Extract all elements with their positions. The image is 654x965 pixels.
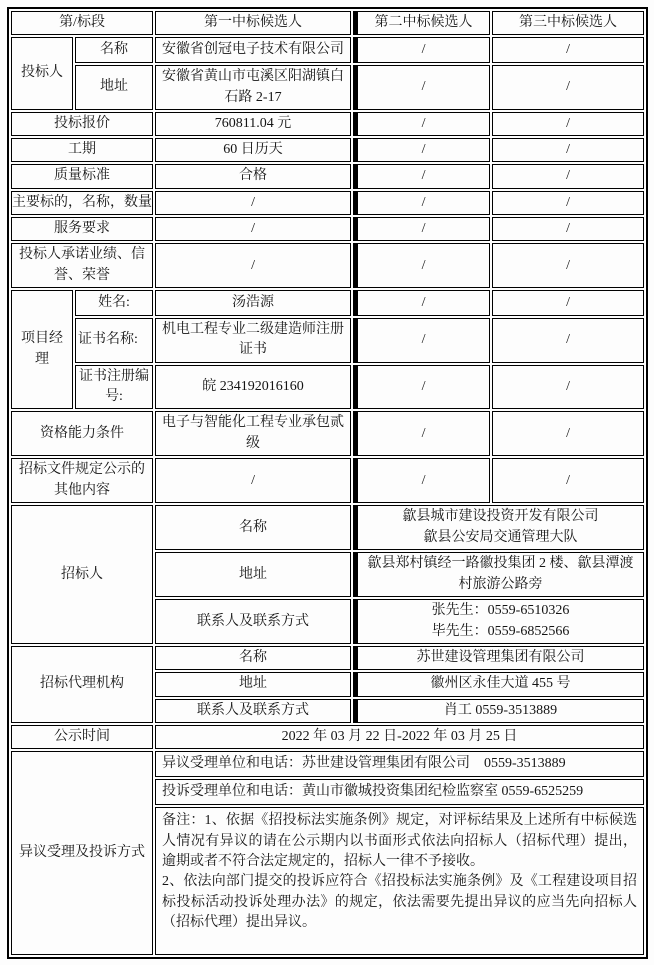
- bidder-addr-value: 安徽省黄山市屯溪区阳湖镇白石路 2-17: [155, 65, 351, 110]
- agency-name-value: 苏世建设管理集团有限公司: [353, 646, 644, 670]
- slash-value: /: [492, 37, 644, 63]
- slash-value: /: [492, 112, 644, 136]
- manager-certno-label: 证书注册编号:: [75, 365, 153, 410]
- tenderee-contact-value: [353, 599, 644, 644]
- header-section-label: 第/标段: [11, 11, 153, 35]
- tenderee-name-line1: 歙县城市建设投资开发有限公司: [402, 509, 599, 525]
- table-row: [11, 65, 644, 110]
- bidder-name-value: 安徽省创冠电子技术有限公司: [155, 37, 351, 63]
- slash-value: /: [155, 191, 351, 215]
- service-label: 服务要求: [11, 217, 153, 241]
- slash-value: /: [492, 318, 644, 363]
- slash-value: /: [353, 164, 490, 188]
- duration-value: 60 日历天: [155, 138, 351, 162]
- tenderee-contact-label: 联系人及联系方式: [155, 599, 351, 644]
- quality-label: 质量标准: [11, 164, 153, 188]
- tenderee-name-value: [353, 505, 644, 550]
- bid-publicity-table: [7, 7, 648, 959]
- table-row: [11, 11, 644, 35]
- subject-label: 主要标的，名称，数量: [11, 191, 153, 215]
- bidder-name-label: 名称: [75, 37, 153, 63]
- manager-name-label: 姓名:: [75, 290, 153, 316]
- slash-value: /: [492, 458, 644, 503]
- slash-value: /: [353, 112, 490, 136]
- objection-remark: [155, 807, 644, 955]
- table-row: [11, 217, 644, 241]
- slash-value: /: [353, 365, 490, 410]
- tenderee-addr-value: 歙县郑村镇经一路徽投集团 2 楼、歙县潭渡村旅游公路旁: [353, 552, 644, 597]
- duration-label: 工期: [11, 138, 153, 162]
- slash-value: /: [492, 138, 644, 162]
- qualification-label: 资格能力条件: [11, 411, 153, 456]
- slash-value: /: [492, 243, 644, 288]
- slash-value: /: [353, 217, 490, 241]
- bidder-addr-label: 地址: [75, 65, 153, 110]
- bidder-label: 投标人: [11, 37, 73, 110]
- objection-remark-item1: 备注：1、依据《招投标法实施条例》规定，对评标结果及上述所有中标候选人情况有异议的请在公示期内以书面形式依法向招标人（招标代理）提出，逾期或者不符合法定规定的，招标人一律不予接收。: [162, 813, 638, 869]
- manager-certno-value: 皖 234192016160: [155, 365, 351, 410]
- agency-contact-label: 联系人及联系方式: [155, 699, 351, 723]
- agency-name-label: 名称: [155, 646, 351, 670]
- slash-value: /: [353, 138, 490, 162]
- agency-label: 招标代理机构: [11, 646, 153, 723]
- slash-value: /: [353, 458, 490, 503]
- objection-line2: 投诉受理单位和电话：黄山市徽城投资集团纪检监察室 0559-6525259: [155, 779, 644, 805]
- table-row: [11, 37, 644, 63]
- slash-value: /: [353, 290, 490, 316]
- objection-label: 异议受理及投诉方式: [11, 751, 153, 955]
- agency-contact-value: 肖工 0559-3513889: [353, 699, 644, 723]
- slash-value: /: [492, 411, 644, 456]
- header-candidate2: 第二中标候选人: [353, 11, 490, 35]
- publicity-label: 公示时间: [11, 725, 153, 749]
- table-row: [11, 191, 644, 215]
- manager-cert-value: 机电工程专业二级建造师注册证书: [155, 318, 351, 363]
- slash-value: /: [492, 365, 644, 410]
- price-label: 投标报价: [11, 112, 153, 136]
- price-value: 760811.04 元: [155, 112, 351, 136]
- slash-value: /: [492, 217, 644, 241]
- table-row: [11, 112, 644, 136]
- manager-label: 项目经理: [11, 290, 73, 409]
- quality-value: 合格: [155, 164, 351, 188]
- slash-value: /: [492, 191, 644, 215]
- promise-label: 投标人承诺业绩、信誉、荣誉: [11, 243, 153, 288]
- manager-name-value: 汤浩源: [155, 290, 351, 316]
- slash-value: /: [353, 37, 490, 63]
- table-row: [11, 505, 644, 550]
- objection-line1: 异议受理单位和电话：苏世建设管理集团有限公司 0559-3513889: [155, 751, 644, 777]
- table-row: [11, 318, 644, 363]
- slash-value: /: [492, 164, 644, 188]
- table-row: [11, 458, 644, 503]
- manager-cert-label: 证书名称:: [75, 318, 153, 363]
- header-candidate3: 第三中标候选人: [492, 11, 644, 35]
- header-candidate1: 第一中标候选人: [155, 11, 351, 35]
- tenderee-name-line2: 歙县公安局交通管理大队: [423, 529, 578, 545]
- table-row: [11, 138, 644, 162]
- tenderee-contact-line1: 张先生：0559-6510326: [431, 603, 570, 619]
- slash-value: /: [353, 191, 490, 215]
- table-row: [11, 243, 644, 288]
- slash-value: /: [353, 243, 490, 288]
- slash-value: /: [155, 458, 351, 503]
- qualification-value: 电子与智能化工程专业承包贰级: [155, 411, 351, 456]
- agency-addr-value: 徽州区永佳大道 455 号: [353, 672, 644, 696]
- table-row: [11, 751, 644, 777]
- objection-remark-item2: 2、依法向部门提交的投诉应符合《招投标法实施条例》及《工程建设项目招标投标活动投诉处理办法》的规定，依法需要先提出异议的应当先向招标人（招标代理）提出异议。: [162, 874, 638, 930]
- tenderee-addr-label: 地址: [155, 552, 351, 597]
- other-content-label: 招标文件规定公示的其他内容: [11, 458, 153, 503]
- slash-value: /: [492, 65, 644, 110]
- slash-value: /: [353, 411, 490, 456]
- agency-addr-label: 地址: [155, 672, 351, 696]
- publicity-value: 2022 年 03 月 22 日-2022 年 03 月 25 日: [155, 725, 644, 749]
- slash-value: /: [155, 243, 351, 288]
- table-row: [11, 290, 644, 316]
- table-row: [11, 365, 644, 410]
- table-row: [11, 725, 644, 749]
- slash-value: /: [353, 65, 490, 110]
- tenderee-contact-line2: 毕先生：0559-6852566: [431, 623, 570, 639]
- slash-value: /: [155, 217, 351, 241]
- tenderee-name-label: 名称: [155, 505, 351, 550]
- tenderee-label: 招标人: [11, 505, 153, 644]
- table-row: [11, 164, 644, 188]
- slash-value: /: [492, 290, 644, 316]
- table-row: [11, 646, 644, 670]
- table-row: [11, 411, 644, 456]
- slash-value: /: [353, 318, 490, 363]
